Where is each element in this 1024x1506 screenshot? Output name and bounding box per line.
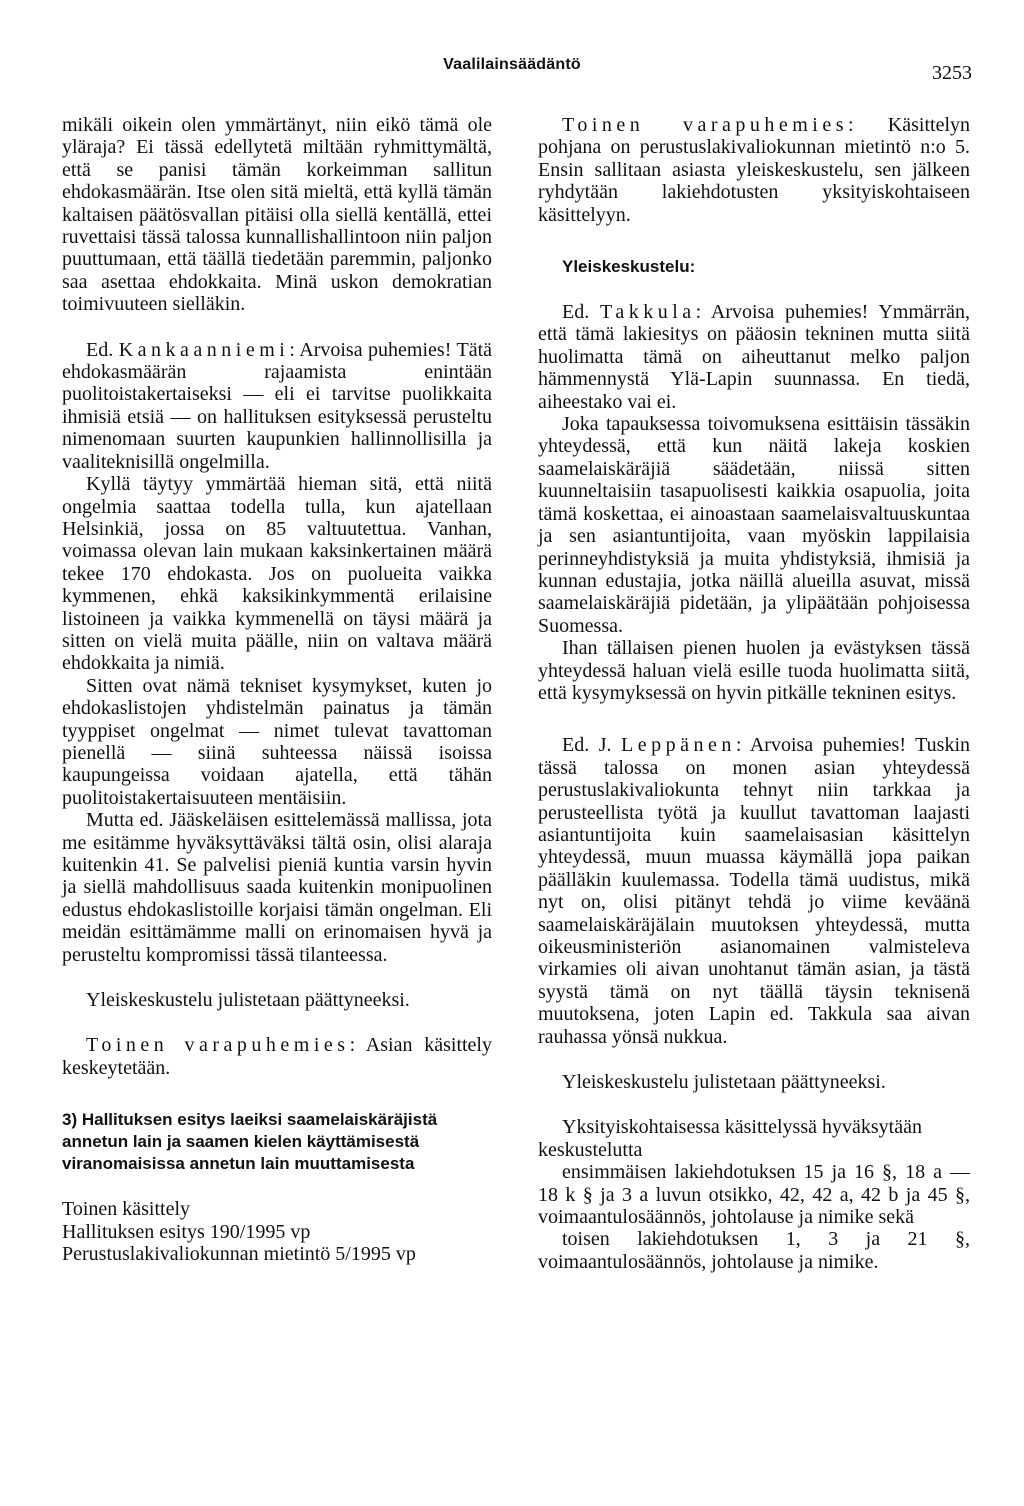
speech-text: : Asian käsittely keskeytetään.: [62, 1034, 492, 1079]
speaker-prefix: Ed. J.: [562, 734, 622, 757]
general-discussion-closed: Yleiskeskustelu julistetaan päättyneeksi.: [86, 989, 410, 1012]
reference-line: Hallituksen esitys 190/1995 vp: [62, 1220, 311, 1243]
deputy-speaker-statement: [538, 114, 970, 226]
running-header: Vaalilainsäädäntö: [443, 56, 581, 73]
reference-line: Toinen käsittely: [62, 1198, 191, 1221]
speaker-name: Toinen varapuhemies: [562, 114, 849, 136]
speech-text: : Arvoisa puhemies! Ymmärrän, että tämä lakiesitys on pääosin tekninen mutta siitä huolimatta tämä on aiheuttanut melko paljon hämmennystä Ylä-Lapin suunnassa. En tiedä, aiheestako vai ei.: [538, 301, 970, 413]
section-subheading: Yleiskeskustelu:: [562, 257, 696, 277]
right-column: [538, 114, 970, 1273]
agenda-item-title: 3) Hallituksen esitys laeiksi saamelaiskäräjistä annetun lain ja saamen kielen käyttämisestä viranomaisissa annetun lain muuttamisesta: [62, 1110, 438, 1174]
general-discussion-closed: Yleiskeskustelu julistetaan päättyneeksi.: [562, 1071, 886, 1094]
detail-second-bill: toisen lakiehdotuksen 1, 3 ja 21 §, voimaantulosäännös, johtolause ja nimike.: [538, 1228, 970, 1273]
paragraph: Mutta ed. Jääskeläisen esittelemässä mallissa, jota me esitämme hyväksyttäväksi tältä osin, olisi alaraja kuitenkin 41. Se palvelisi pieniä kuntia varsin hyvin ja siellä mahdollisuus saada kuitenkin monipuolinen edustus ehdokaslistoille korjaisi tämän ongelman. Eli meidän esittämämme malli on erinomaisen hyvä ja perusteltu kompromissi tässä tilanteessa.: [62, 809, 492, 966]
speaker-name: Kankaanniemi: [118, 338, 290, 361]
left-column: [62, 114, 492, 1265]
speech-text: : Arvoisa puhemies! Tuskin tässä talossa on monen asian yhteydessä perustuslakivaliokunta tehnyt niin tarkkaa ja perusteellista työtä ja kuullut tavattoman laajasti asiantuntijoita kuin saamelaisasian käsittelyn yhteydessä, muun muassa käymällä jopa paikan päälläkin kuulemassa. Todella tämä uudistus, mikä nyt on, olisi pitänyt tehdä jo viime keväänä saamelaiskäräjälain muutoksen yhteydessä, mutta oikeusministeriön asianomainen valmisteleva virkamies oli aivan unohtanut tämän asian, ja tästä syystä tämä on nyt täällä täysin teknisenä muutoksena, joten Lapin ed. Takkula saa aivan rauhassa yönsä nukkua.: [538, 734, 971, 1048]
paragraph: Kyllä täytyy ymmärtää hieman sitä, että niitä ongelmia saattaa todella tulla, kun ajatellaan Helsinkiä, jossa on 85 valtuutettua. Vanhan, voimassa olevan lain mukaan kaksinkertainen määrä tekee 170 ehdokasta. Jos on puolueita vaikka kymmenen, ehkä kaksikinkymmentä erilaisine listoineen ja vaikka kymmenellä on täysi määrä ja sitten on vielä muita päälle, niin on valtava määrä ehdokkaita ja nimiä.: [62, 473, 492, 675]
reference-line: Perustuslakivaliokunnan mietintö 5/1995 vp: [62, 1243, 416, 1266]
speaker-name: Toinen varapuhemies: [86, 1034, 350, 1057]
speech-kankaanniemi: [62, 339, 492, 473]
paragraph: mikäli oikein olen ymmärtänyt, niin eikö tämä ole yläraja? Ei tässä edellytetä miltään ryhmittymältä, että se panisi tämän korkeimman sallitun ehdokasmäärän. Itse olen sitä mieltä, että kyllä tämän kaltaisen päätösvallan pitäisi olla siellä kentällä, ettei ruvettaisi tässä talossa kunnallishallintoon niin paljon puuttumaan, että täällä tiedetään paremmin, paljonko saa asettaa ehdokkaita. Minä uskon demokratian toimivuuteen sielläkin.: [62, 114, 492, 316]
speech-leppanen: [538, 734, 970, 1048]
detail-intro: Yksityiskohtaisessa käsittelyssä hyväksytään keskustelutta: [538, 1116, 922, 1161]
speaker-name: Takkula: [600, 301, 696, 324]
paragraph: Joka tapauksessa toivomuksena esittäisin tässäkin yhteydessä, että kun näitä lakeja koskien saamelaiskäräjiä säädetään, niissä sitten kuunneltaisiin tasapuolisesti kaikkia osapuolia, joita tämä koskettaa, ei ainoastaan saamelaisvaltuuskuntaa ja sen asiantuntijoita, vaan myöskin lappilaisia perinneyhdistyksiä ja muita yhdistyksiä, ihmisiä ja kunnan edustajia, jotka näillä alueilla asuvat, missä saamelaiskäräjiä pidetään, ja ylipäätään pohjoisessa Suomessa.: [538, 413, 970, 637]
deputy-speaker-statement: [62, 1034, 492, 1079]
paragraph: Sitten ovat nämä tekniset kysymykset, kuten jo ehdokaslistojen yhdistelmän painatus ja tämän tyyppiset ongelmat — nimet tulevat tavattoman pienellä — siinä suhteessa näissä isoissa kaupungeissa voidaan ajatella, että tähän puolitoistakertaisuuteen mentäisiin.: [62, 674, 492, 809]
speech-takkula: [538, 301, 970, 413]
speech-text: : Arvoisa puhemies! Tätä ehdokasmäärän rajaamista enintään puolitoistakertaiseksi — eli ei tarvitse puolikkaita ihmisiä etsiä — on hallituksen esityksessä perusteltu nimenomaan suurten kaupunkien hallinnollisilla ja vaaliteknisillä ongelmilla.: [62, 338, 493, 473]
speaker-prefix: Ed.: [562, 301, 601, 324]
speech-text: : Käsittelyn pohjana on perustuslakivaliokunnan mietintö n:o 5. Ensin sallitaan asiasta yleiskeskustelu, sen jälkeen ryhdytään lakiehdotusten yksityiskohtaiseen käsittelyyn.: [538, 114, 970, 226]
speaker-prefix: Ed.: [86, 338, 119, 361]
detail-first-bill: ensimmäisen lakiehdotuksen 15 ja 16 §, 18 a — 18 k § ja 3 a luvun otsikko, 42, 42 a, 42 b ja 45 §, voimaantulosäännös, johtolause ja nimike sekä: [538, 1161, 970, 1229]
speaker-name: Leppänen: [621, 734, 736, 757]
page-number: 3253: [932, 62, 972, 84]
paragraph: Ihan tällaisen pienen huolen ja evästyksen tässä yhteydessä haluan vielä esille tuoda huolimatta siitä, että kysymyksessä on hyvin pitkälle tekninen esitys.: [538, 637, 970, 704]
